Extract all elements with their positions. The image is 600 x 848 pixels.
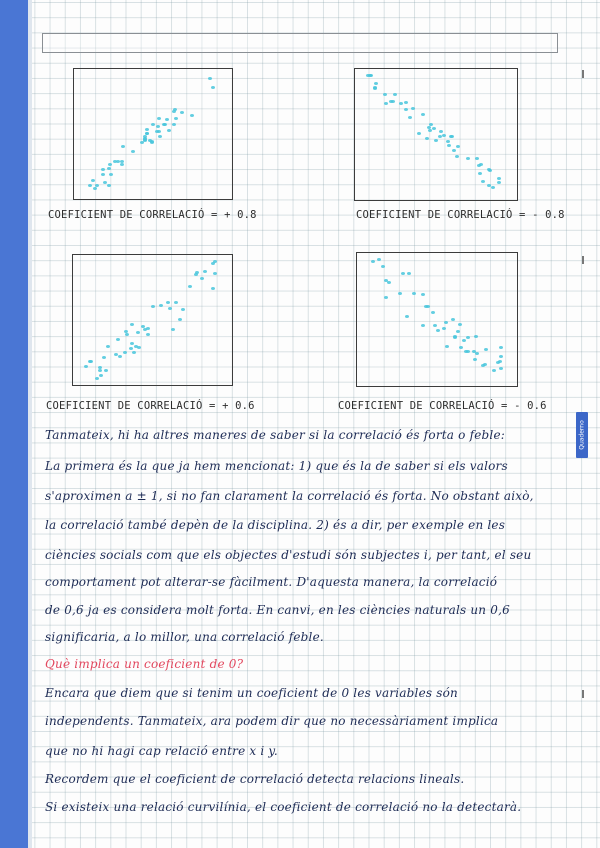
scatter-dot [439,130,443,133]
scatter-dot [158,135,162,138]
scatter-dot [445,345,449,348]
scatter-dot [95,184,99,187]
scatter-dot [130,342,134,345]
text-line: Tanmateix, hi ha altres maneres de saber si la correlació és forta o feble: [45,428,506,442]
scatter-dot [452,149,456,152]
scatter-dot [131,150,135,153]
scatter-dot [109,173,113,176]
scatter-dot [174,301,178,304]
scatter-dot [374,82,378,85]
scatter-dot [168,307,172,310]
margin-tick [582,70,584,78]
scatter-dot [211,86,215,89]
scatter-dot [451,318,455,321]
scatter-dot [483,363,487,366]
scatter-dot [466,157,470,160]
scatter-dot [389,100,393,103]
text-line: de 0,6 ja es considera molt forta. En canvi, en les ciències naturals un 0,6 [45,603,510,617]
scatter-dot [121,145,125,148]
scatter-dot [84,365,88,368]
scatter-dot [104,369,108,372]
scatter-dot [371,260,375,263]
scatter-dot [499,367,503,370]
scatter-dot [165,118,169,121]
scatter-dot [101,168,105,171]
scatter-dot [433,324,437,327]
scatter-dot [95,377,99,380]
section-heading: Què implica un coeficient de 0? [45,657,244,671]
scatter-dot [399,102,403,105]
scatter-dot [180,111,184,114]
scatter-dot [143,328,147,331]
scatter-dot [157,117,161,120]
scatter-dot [377,258,381,261]
scatter-dot [405,315,409,318]
scatter-dot [484,348,488,351]
text-line: que no hi hagi cap relació entre x i y. [45,744,278,758]
scatter-dot [428,129,432,132]
scatter-dot [107,184,111,187]
scatter-dot [429,123,433,126]
scatter-dot [421,293,425,296]
scatter-dot [425,137,429,140]
scatter-dot [447,144,451,147]
scatter-dot [475,157,479,160]
scatter-dot [88,184,92,187]
scatter-dot [444,321,448,324]
scatter-dot [459,346,463,349]
scatter-dot [450,135,454,138]
scatter-dot [491,186,495,189]
scatter-dot [146,333,150,336]
text-line: significaria, a lo millor, una correlació feble. [45,630,324,644]
scatter-dot [393,93,397,96]
scatter-dot [103,181,107,184]
scatter-dot [208,77,212,80]
scatter-dot [417,132,421,135]
scatter-dot [455,155,459,158]
scatter-dot [478,172,482,175]
scatter-dot [93,187,97,190]
plot-caption: COEFICIENT DE CORRELACIÓ = - 0.6 [338,400,547,412]
text-line: independents. Tanmateix, ara podem dir que no necessàriament implica [45,714,499,728]
scatter-dot [387,281,391,284]
scatter-dot [499,355,503,358]
plot-caption: COEFICIENT DE CORRELACIÓ = - 0.8 [356,209,565,221]
scatter-dot [148,139,152,142]
scatter-dot [453,336,457,339]
scatter-dot [98,369,102,372]
scatter-dot [211,287,215,290]
scatter-dot [171,328,175,331]
scatter-dot [474,335,478,338]
scatter-dot [496,361,500,364]
scatter-dot [120,160,124,163]
scatter-plot-negative-moderate [356,252,518,387]
plot-caption: COEFICIENT DE CORRELACIÓ = + 0.6 [46,400,255,412]
scatter-dot [172,123,176,126]
scatter-dot [200,277,204,280]
scatter-dot [446,140,450,143]
scatter-dot [195,271,199,274]
scatter-dot [383,93,387,96]
notebook-spine-edge [28,0,32,848]
scatter-dot [106,345,110,348]
scatter-dot [487,184,491,187]
scatter-dot [145,128,149,131]
scatter-dot [132,351,136,354]
scatter-dot [151,305,155,308]
text-line: s'aproximen a ± 1, si no fan clarament la correlació és forta. No obstant això, [45,489,534,503]
scatter-plot-positive-strong [73,68,233,200]
scatter-dot [123,351,127,354]
scatter-dot [101,173,105,176]
plot-caption: COEFICIENT DE CORRELACIÓ = + 0.8 [48,209,257,221]
scatter-dot [421,113,425,116]
scatter-dot [412,292,416,295]
scatter-dot [178,318,182,321]
text-line: Encara que diem que si tenim un coeficient de 0 les variables són [45,686,458,700]
scatter-dot [140,141,144,144]
scatter-dot [462,339,466,342]
scatter-dot [89,360,93,363]
brand-tab-label: Quaderno [578,420,586,450]
scatter-dot [143,138,147,141]
scatter-dot [497,177,501,180]
text-line: Recordem que el coeficient de correlació detecta relacions lineals. [45,772,465,786]
scatter-dot [129,347,133,350]
scatter-plot-positive-moderate [72,254,233,386]
scatter-dot [118,355,122,358]
scatter-dot [384,102,388,105]
scatter-dot [167,129,171,132]
scatter-dot [499,346,503,349]
scatter-dot [458,323,462,326]
scatter-dot [442,134,446,137]
scatter-dot [411,107,415,110]
scatter-dot [466,350,470,353]
scatter-dot [473,358,477,361]
scatter-dot [181,308,185,311]
scatter-dot [156,125,160,128]
scatter-dot [407,272,411,275]
scatter-dot [120,163,124,166]
scatter-dot [211,262,215,265]
text-line: Si existeix una relació curvilínia, el coeficient de correlació no la detectarà. [45,800,522,814]
scatter-dot [151,123,155,126]
margin-tick [582,256,584,264]
scatter-dot [136,331,140,334]
scatter-dot [188,285,192,288]
scatter-dot [442,327,446,330]
scatter-dot [102,356,106,359]
scatter-dot [456,330,460,333]
scatter-dot [438,135,442,138]
text-line: ciències socials com que els objectes d'estudi són subjectes i, per tant, el seu [45,548,532,562]
scatter-dot [492,369,496,372]
notebook-spine [0,0,28,848]
scatter-dot [381,265,385,268]
scatter-dot [99,374,103,377]
text-line: La primera és la que ja hem mencionat: 1) que és la de saber si els valors [45,459,508,473]
scatter-dot [431,311,435,314]
scatter-dot [116,338,120,341]
scatter-dot [398,292,402,295]
header-box [42,33,558,53]
scatter-dot [91,179,95,182]
scatter-dot [477,164,481,167]
scatter-dot [408,116,412,119]
scatter-dot [456,145,460,148]
scatter-dot [190,114,194,117]
scatter-dot [421,324,425,327]
scatter-dot [173,108,177,111]
scatter-dot [108,163,112,166]
scatter-dot [166,301,170,304]
scatter-dot [404,101,408,104]
scatter-dot [174,117,178,120]
scatter-dot [472,350,476,353]
scatter-dot [401,272,405,275]
scatter-dot [497,181,501,184]
scatter-dot [125,333,129,336]
scatter-dot [213,272,217,275]
scatter-dot [203,270,207,273]
scatter-dot [481,180,485,183]
text-line: la correlació també depèn de la disciplina. 2) és a dir, per exemple en les [45,518,506,532]
scatter-dot [436,329,440,332]
scatter-dot [159,304,163,307]
scatter-dot [384,296,388,299]
scatter-plot-negative-strong [354,68,518,201]
scatter-dot [466,336,470,339]
scatter-dot [432,127,436,130]
text-line: comportament pot alterar-se fàcilment. D'aquesta manera, la correlació [45,575,498,589]
scatter-dot [107,167,111,170]
scatter-dot [368,74,372,77]
scatter-dot [373,86,377,89]
scatter-dot [434,139,438,142]
scatter-dot [155,130,159,133]
scatter-dot [130,323,134,326]
scatter-dot [404,108,408,111]
